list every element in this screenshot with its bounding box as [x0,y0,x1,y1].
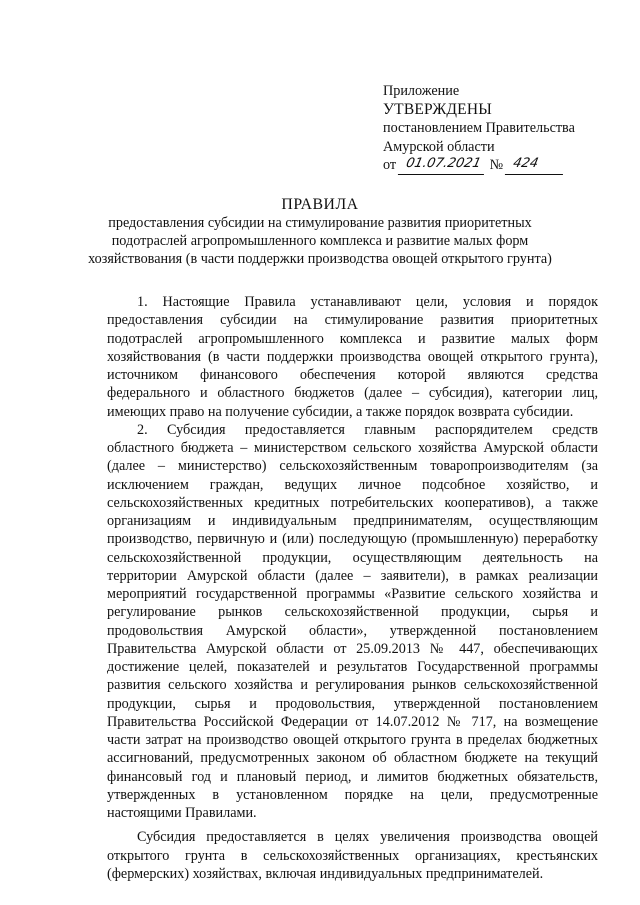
approval-number-sign: № [489,157,504,174]
body-line: хозяйствования (в части поддержки производства овощей открытого грунта), [107,348,598,365]
body-line: финансовый год и плановый период, и лимитов бюджетных обязательств, [107,768,598,785]
body-line: Правительства Амурской области от 25.09.2013 № 447, обеспечивающих [107,640,598,657]
body-line: настоящими Правилами. [107,805,257,821]
body-line: (фермерских) хозяйствах, включая индивидуальных предпринимателей. [107,865,544,882]
approval-number-handwritten: 424 [505,155,567,175]
body-line: исключением граждан, ведущих личное подсобное хозяйство, и [107,476,598,493]
body-line: территории Амурской области (далее – заявители), в рамках реализации [107,567,598,584]
subtitle-line: хозяйствования (в части поддержки производства овощей открытого грунта) [88,251,552,268]
body-line: утвержденных в установленном порядке на цели, предусмотренные [107,786,598,803]
body-line: развития сельского хозяйства и регулирования рынков сельскохозяйственной [107,677,598,694]
subtitle-line: подотраслей агропромышленного комплекса и развитие малых форм [111,233,529,250]
document-body [107,293,598,883]
body-line: федерального и областного бюджетов (далее – субсидия), категории лиц, [107,385,598,402]
body-line: открытого грунта в сельскохозяйственных организациях, крестьянских [107,847,598,864]
document-title: ПРАВИЛА [281,196,359,213]
body-line: производство, первичную и (или) последующую (промышленную) переработку [107,531,598,548]
body-line: достижение целей, показателей и результатов Государственной программы [107,659,598,675]
body-line: 2. Субсидия предоставляется главным распорядителем средств [137,421,598,438]
body-line: Субсидия предоставляется в целях увеличения производства овощей [137,829,598,846]
body-line: имеющих право на получение субсидии, а также порядок возврата субсидии. [107,403,574,420]
approval-approved-label: УТВЕРЖДЕНЫ [383,100,492,118]
body-line: продовольствия Амурской области», утвержденной постановлением [107,622,598,639]
body-line: подотраслей агропромышленного комплекса и развитие малых форм [107,330,598,347]
body-line: части затрат на производство овощей открытого грунта в пределах бюджетных [107,732,598,748]
body-line: (далее – министерство) сельскохозяйственным товаропроизводителям (за [107,458,598,475]
body-line: сельскохозяйственной продукции, осуществляющим деятельность на [107,549,598,566]
approval-date-handwritten: 01.07.2021 [398,155,489,175]
body-line: продукции, сырья и продовольствия, утвержденной постановлением [107,695,598,712]
body-line: ассигнований, предусмотренных законом об областном бюджете на текущий [107,750,598,767]
body-line: сельскохозяйственных кредитных потребительских кооперативов), а также [107,494,598,511]
body-line: Правительства Российской Федерации от 14.07.2012 № 717, на возмещение [107,713,598,730]
approval-region-label: Амурской области [383,138,495,155]
approval-from-prefix: от [383,157,397,174]
body-line: регулирование рынков сельскохозяйственной продукции, сырья и [107,604,598,621]
approval-block [383,82,623,177]
subtitle-line: предоставления субсидии на стимулирование развития приоритетных [108,215,532,231]
approval-appendix-label: Приложение [383,83,460,99]
body-line: предоставления субсидии на стимулирование развития приоритетных [107,312,598,329]
document-subtitle [70,214,570,269]
body-line: мероприятий государственной программы «Развитие сельского хозяйства и [107,586,598,602]
body-line: областного бюджета – министерством сельского хозяйства Амурской области [107,440,598,456]
approval-resolution-label: постановлением Правительства [383,120,575,137]
body-line: 1. Настоящие Правила устанавливают цели, условия и порядок [137,294,598,310]
body-line: источником финансового обеспечения которой являются средства [107,367,598,383]
body-line: организациям и индивидуальным предпринимателям, осуществляющим [107,513,598,529]
approval-date-number-line [383,156,623,177]
